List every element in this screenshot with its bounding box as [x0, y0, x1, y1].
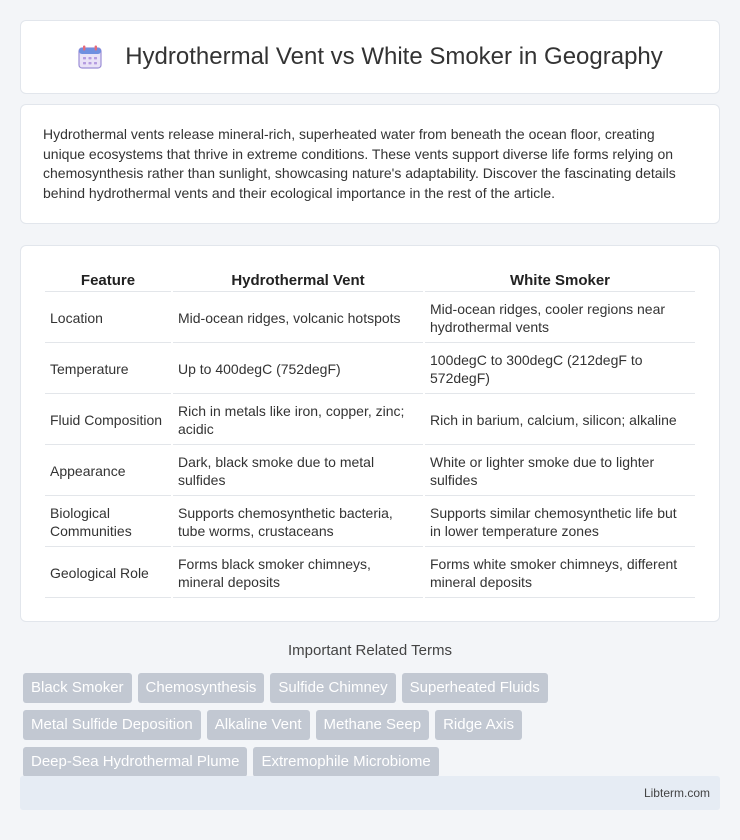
comparison-table	[43, 266, 697, 600]
comparison-card	[20, 245, 720, 622]
page-title: Hydrothermal Vent vs White Smoker in Geography	[125, 43, 663, 70]
cell-smoker: 100degC to 300degC (212degF to 572degF)	[425, 345, 695, 394]
title-card	[20, 20, 720, 94]
cell-smoker: Rich in barium, calcium, silicon; alkaline	[425, 396, 695, 445]
header-white-smoker: White Smoker	[425, 268, 695, 292]
cell-vent: Forms black smoker chimneys, mineral deposits	[173, 549, 423, 598]
footer-site-link[interactable]: Libterm.com	[643, 786, 710, 800]
related-terms-title: Important Related Terms	[288, 642, 452, 659]
intro-text: Hydrothermal vents release mineral-rich, superheated water from beneath the ocean floor, creating unique ecosystems that thrive in extreme conditions. These vents support diverse life forms relying on chemosynthesis rather than sunlight, showcasing nature's adaptability. Discover the fascinating details behind hydrothermal vents and their ecological importance in the rest of the article.	[43, 126, 676, 201]
cell-vent: Supports chemosynthetic bacteria, tube worms, crustaceans	[173, 498, 423, 547]
intro-card	[20, 104, 720, 224]
table-row	[45, 447, 695, 496]
cell-feature: Biological Communities	[45, 498, 171, 547]
header-feature: Feature	[45, 268, 171, 292]
tag-black-smoker[interactable]: Black Smoker	[23, 673, 132, 703]
tag-alkaline-vent[interactable]: Alkaline Vent	[207, 710, 310, 740]
header-hydrothermal-vent: Hydrothermal Vent	[173, 268, 423, 292]
cell-smoker: White or lighter smoke due to lighter sulfides	[425, 447, 695, 496]
related-terms-section	[20, 642, 720, 777]
cell-smoker: Forms white smoker chimneys, different mineral deposits	[425, 549, 695, 598]
tag-metal-sulfide-deposition[interactable]: Metal Sulfide Deposition	[23, 710, 201, 740]
cell-feature: Temperature	[45, 345, 171, 394]
cell-vent: Up to 400degC (752degF)	[173, 345, 423, 394]
cell-feature: Appearance	[45, 447, 171, 496]
cell-vent: Dark, black smoke due to metal sulfides	[173, 447, 423, 496]
cell-vent: Rich in metals like iron, copper, zinc; acidic	[173, 396, 423, 445]
table-header-row	[45, 268, 695, 292]
cell-feature: Location	[45, 294, 171, 343]
cell-smoker: Supports similar chemosynthetic life but in lower temperature zones	[425, 498, 695, 547]
table-row	[45, 498, 695, 547]
cell-vent: Mid-ocean ridges, volcanic hotspots	[173, 294, 423, 343]
tag-methane-seep[interactable]: Methane Seep	[316, 710, 430, 740]
cell-smoker: Mid-ocean ridges, cooler regions near hydrothermal vents	[425, 294, 695, 343]
tag-superheated-fluids[interactable]: Superheated Fluids	[402, 673, 548, 703]
tag-chemosynthesis[interactable]: Chemosynthesis	[138, 673, 265, 703]
tag-ridge-axis[interactable]: Ridge Axis	[435, 710, 522, 740]
cell-feature: Geological Role	[45, 549, 171, 598]
table-row	[45, 345, 695, 394]
tag-extremophile-microbiome[interactable]: Extremophile Microbiome	[253, 747, 438, 777]
tag-deep-sea-hydrothermal-plume[interactable]: Deep-Sea Hydrothermal Plume	[23, 747, 247, 777]
tag-sulfide-chimney[interactable]: Sulfide Chimney	[270, 673, 395, 703]
related-terms-tags	[20, 673, 720, 777]
cell-feature: Fluid Composition	[45, 396, 171, 445]
table-row	[45, 549, 695, 598]
calendar-icon	[77, 44, 103, 70]
table-row	[45, 396, 695, 445]
footer	[20, 776, 720, 810]
table-row	[45, 294, 695, 343]
